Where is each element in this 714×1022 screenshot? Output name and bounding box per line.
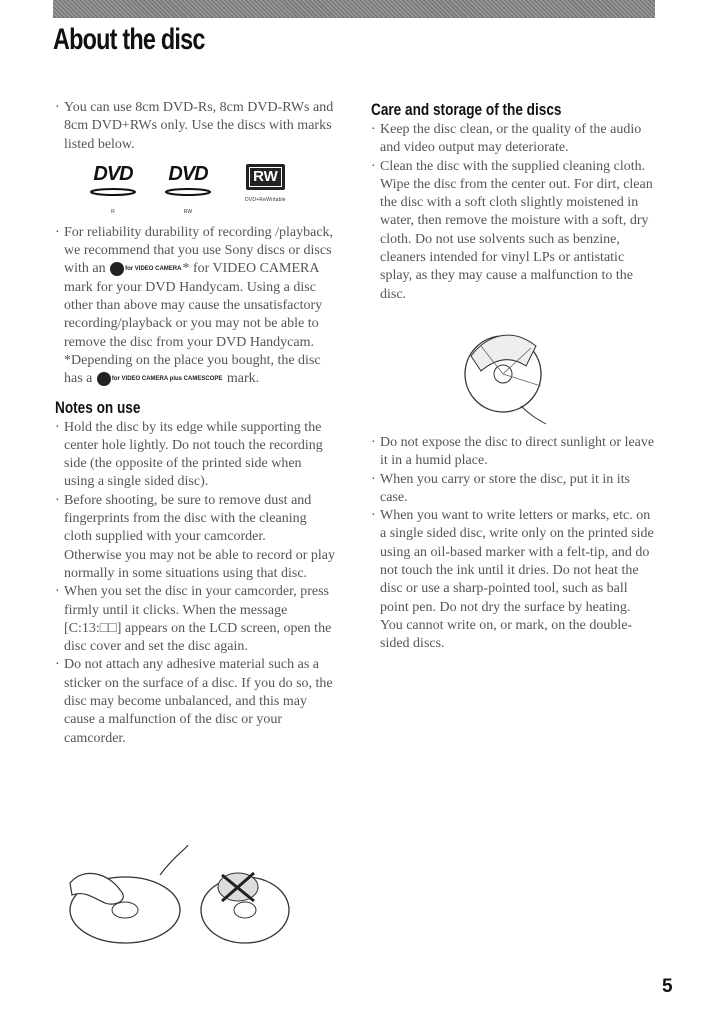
intro-text: · You can use 8cm DVD-Rs, 8cm DVD-RWs and 8cm DVD+RWs only. Use the discs with marks listed below. [55,99,335,154]
video-camera-mark-label: for VIDEO CAMERA [125,265,182,272]
dvd-r-caption: R [111,209,115,216]
video-camera-logo-icon [110,262,124,276]
video-camera-plus-mark [97,372,222,386]
rw-logo-text: RW [246,164,285,190]
footnote [55,352,335,389]
storage-item: · Do not expose the disc to direct sunlight or leave it in a humid place. [371,434,656,471]
page-number: 5 [662,976,673,997]
dvd-plus-rw-logo [245,164,286,209]
reliability-text-a: For reliability durability of recording /playback, we recommend that you use Sony discs or discs with an [64,224,334,277]
note-item: · Hold the disc by its edge while supporting the center hole lightly. Do not touch the recording side (the opposite of the printed side when using a single sided disc). [55,419,335,492]
footnote-text-a: *Depending on the place you bought, the disc has a [64,352,321,387]
video-camera-mark [110,262,181,276]
video-camera-logo-icon [97,372,111,386]
hold-disc-illustration [70,845,188,943]
care-continuation: Wipe the disc from the center out. For dirt, clean the disc with a soft cloth slightly moistened in water, then remove the moisture with a soft, dry cloth. Do not use solvents such as benzine, cleaners intended for vinyl LPs or antistatic splay, as they may cause a malfunction to the disc. [380,176,653,302]
header-bar [53,0,655,18]
storage-item: · When you want to write letters or marks, etc. on a single sided disc, write only on the printed side using an oil-based marker with a felt-tip, and do not touch the ink until it dries. Do not heat the disc or use a sharp-pointed tool, such as ball point pen. Do not dry the surface by heating. You cannot write on, or mark, on the double-sided discs. [371,507,656,653]
dvd-disc-swoosh-icon [163,188,213,196]
page-title: About the disc [53,23,205,56]
video-camera-plus-mark-label: for VIDEO CAMERA plus CAMESCOPE [111,375,223,382]
dvd-rw-caption: RW [183,209,193,216]
left-column [55,99,335,748]
care-item: · Clean the disc with the supplied cleaning cloth. [371,158,656,176]
note-item: · Do not attach any adhesive material such as a sticker on the surface of a disc. If you do so, the disc may become unbalanced, and this may cause a malfunction of the disc or your camcorder. [55,656,335,747]
disc-logos [55,162,335,216]
do-not-touch-illustration [201,873,289,943]
notes-heading: Notes on use [55,397,141,417]
dvd-rw-logo [163,164,213,222]
dvd-rw-logo-text: DVD [168,162,208,185]
care-heading: Care and storage of the discs [371,100,562,119]
right-column [371,99,656,654]
dvd-r-logo [88,164,138,222]
storage-item: · When you carry or store the disc, put it in its case. [371,471,656,508]
note-continuation: Otherwise you may not be able to record or play normally in some situations using that disc. [64,547,335,581]
dvd-disc-swoosh-icon [88,188,138,196]
note-item: · Before shooting, be sure to remove dust and fingerprints from the disc with the cleaning cloth supplied with your camcorder. [55,492,335,547]
disc-handling-illustrations [60,845,290,950]
dvd-plus-rw-caption: DVD+ReWritable [245,196,286,203]
footnote-text-b: mark. [226,371,260,387]
reliability-text [55,224,335,352]
care-item: · Keep the disc clean, or the quality of the audio and video output may deteriorate. [371,121,656,158]
note-item: · When you set the disc in your camcorder, press firmly until it clicks. When the message [C:13:□□] appears on the LCD screen, open the disc cover and set the disc again. [55,583,335,656]
footnote-star: * [182,261,190,277]
wipe-disc-illustration [451,316,561,426]
reliability-text-b: for VIDEO CAMERA mark for your DVD Handycam. Using a disc other than above may cause the unsatisfactory recording/playback or you may not be able to remove the disc from your DVD Handycam. [64,261,323,350]
dvd-r-logo-text: DVD [93,162,133,185]
